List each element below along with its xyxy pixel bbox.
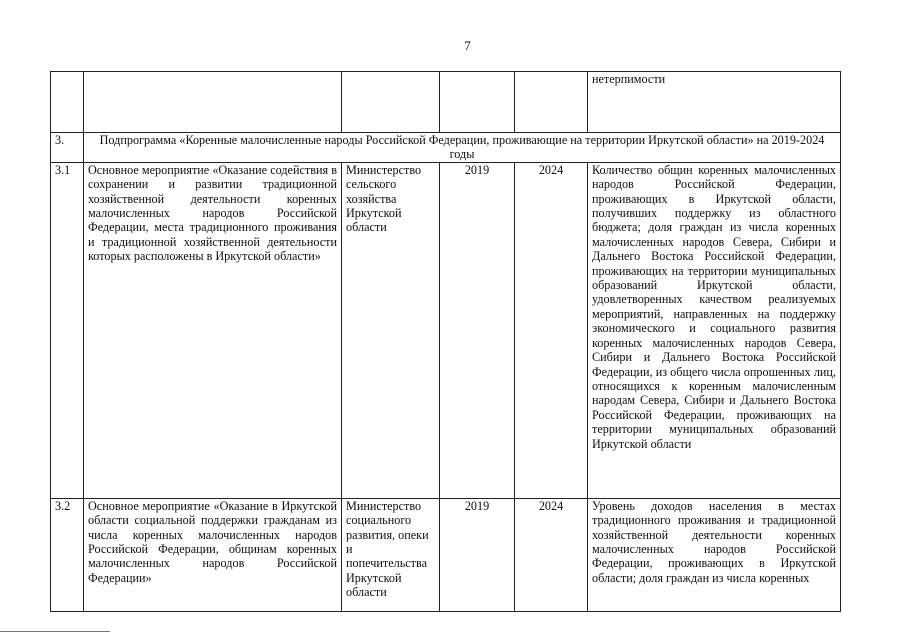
page-number: 7 bbox=[464, 38, 471, 53]
table-cell bbox=[51, 72, 84, 133]
event-cell: Основное мероприятие «Оказание в Иркутской области социальной поддержки гражданам из числа коренных малочисленных народов Российской Федерации, общинам коренных малочисленных народов Российской Федерации» bbox=[84, 498, 342, 611]
subprogram-row bbox=[51, 133, 841, 163]
year-start-cell: 2019 bbox=[440, 498, 515, 611]
indicator-cell: Уровень доходов населения в местах традиционного проживания и традиционной хозяйственной деятельности коренных малочисленных народов Российской Федерации, проживающих в Иркутской области; доля граждан из числа коренных bbox=[588, 498, 841, 611]
program-table bbox=[50, 71, 841, 612]
indicator-cell: Количество общин коренных малочисленных народов Российской Федерации, проживающих в Иркутской области, получивших поддержку из областного бюджета; доля граждан из числа коренных малочисленных народов Севера, Сибири и Дальнего Востока Российской Федерации, проживающих на территории муниципальных образований Иркутской области, удовлетворенных качеством реализуемых мероприятий, направленных на поддержку экономического и социального развития коренных малочисленных народов Севера, Сибири и Дальнего Востока Российской Федерации, из общего числа опрошенных лиц, относящихся к коренным малочисленным народам Севера, Сибири и Дальнего Востока Российской Федерации, проживающих на территории муниципальных образований Иркутской области bbox=[588, 162, 841, 498]
row-number: 3. bbox=[51, 133, 84, 163]
year-end-cell: 2024 bbox=[515, 498, 588, 611]
row-number: 3.1 bbox=[51, 162, 84, 498]
table-cell bbox=[342, 72, 440, 133]
year-start-cell: 2019 bbox=[440, 162, 515, 498]
executor-cell: Министерство социального развития, опеки и попечительства Иркутской области bbox=[342, 498, 440, 611]
subprogram-title: Подпрограмма «Коренные малочисленные народы Российской Федерации, проживающие на территории Иркутской области» на 2019-2024 годы bbox=[84, 133, 841, 163]
scan-edge-line bbox=[0, 631, 110, 632]
table-cell bbox=[440, 72, 515, 133]
indicator-cell: нетерпимости bbox=[588, 72, 841, 133]
table-row bbox=[51, 498, 841, 611]
table-cell bbox=[515, 72, 588, 133]
year-end-cell: 2024 bbox=[515, 162, 588, 498]
continuation-row bbox=[51, 72, 841, 133]
event-cell: Основное мероприятие «Оказание содействия в сохранении и развитии традиционной хозяйственной деятельности коренных малочисленных народов Российской Федерации, места традиционного проживания и традиционной хозяйственной деятельности которых расположены в Иркутской области» bbox=[84, 162, 342, 498]
row-number: 3.2 bbox=[51, 498, 84, 611]
table-row bbox=[51, 162, 841, 498]
executor-cell: Министерство сельского хозяйства Иркутской области bbox=[342, 162, 440, 498]
table-cell bbox=[84, 72, 342, 133]
